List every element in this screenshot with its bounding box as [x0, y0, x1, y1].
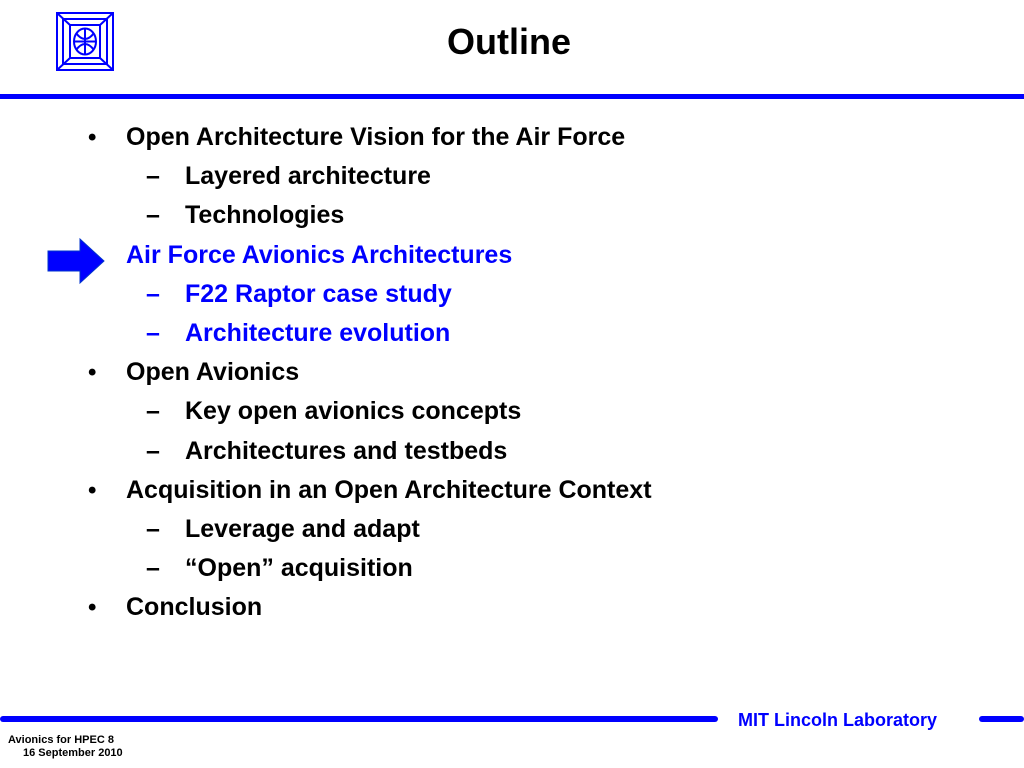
footer-date: 16 September 2010: [23, 747, 123, 759]
outline-subitem-text: Architectures and testbeds: [185, 437, 508, 465]
outline-subitem-text: F22 Raptor case study: [185, 280, 452, 308]
outline-item-text: Open Architecture Vision for the Air Force: [126, 123, 626, 151]
footer-divider-left: [0, 716, 718, 722]
dash-marker: –: [146, 437, 160, 465]
bullet-marker: •: [88, 124, 97, 151]
outline-subitem-text: Layered architecture: [185, 162, 431, 190]
outline-subitem-text: Technologies: [185, 201, 345, 229]
dash-marker: –: [146, 554, 160, 582]
outline-item-text: Open Avionics: [126, 358, 300, 386]
bullet-marker: •: [88, 477, 97, 504]
organization-label: MIT Lincoln Laboratory: [738, 710, 938, 730]
footer-deck-label: Avionics for HPEC 8: [8, 734, 114, 746]
dash-marker: –: [146, 201, 160, 229]
dash-marker: –: [146, 515, 160, 543]
title-divider: [0, 94, 1024, 99]
outline-subitem-text: “Open” acquisition: [185, 554, 413, 582]
bullet-marker: •: [88, 594, 97, 621]
dash-marker: –: [146, 319, 160, 347]
outline-subitem-text: Architecture evolution: [185, 319, 451, 347]
bullet-marker: •: [88, 359, 97, 386]
current-section-arrow-icon: [46, 237, 106, 285]
outline-item-text: Air Force Avionics Architectures: [126, 241, 513, 269]
dash-marker: –: [146, 280, 160, 308]
slide-footer: [8, 734, 123, 760]
dash-marker: –: [146, 162, 160, 190]
outline-subitem-text: Leverage and adapt: [185, 515, 420, 543]
outline-subitem-text: Key open avionics concepts: [185, 397, 522, 425]
outline-item-text: Conclusion: [126, 593, 263, 621]
dash-marker: –: [146, 397, 160, 425]
outline-item-text: Acquisition in an Open Architecture Context: [126, 476, 652, 504]
footer-divider-right: [979, 716, 1024, 722]
slide-title: Outline: [447, 21, 571, 62]
